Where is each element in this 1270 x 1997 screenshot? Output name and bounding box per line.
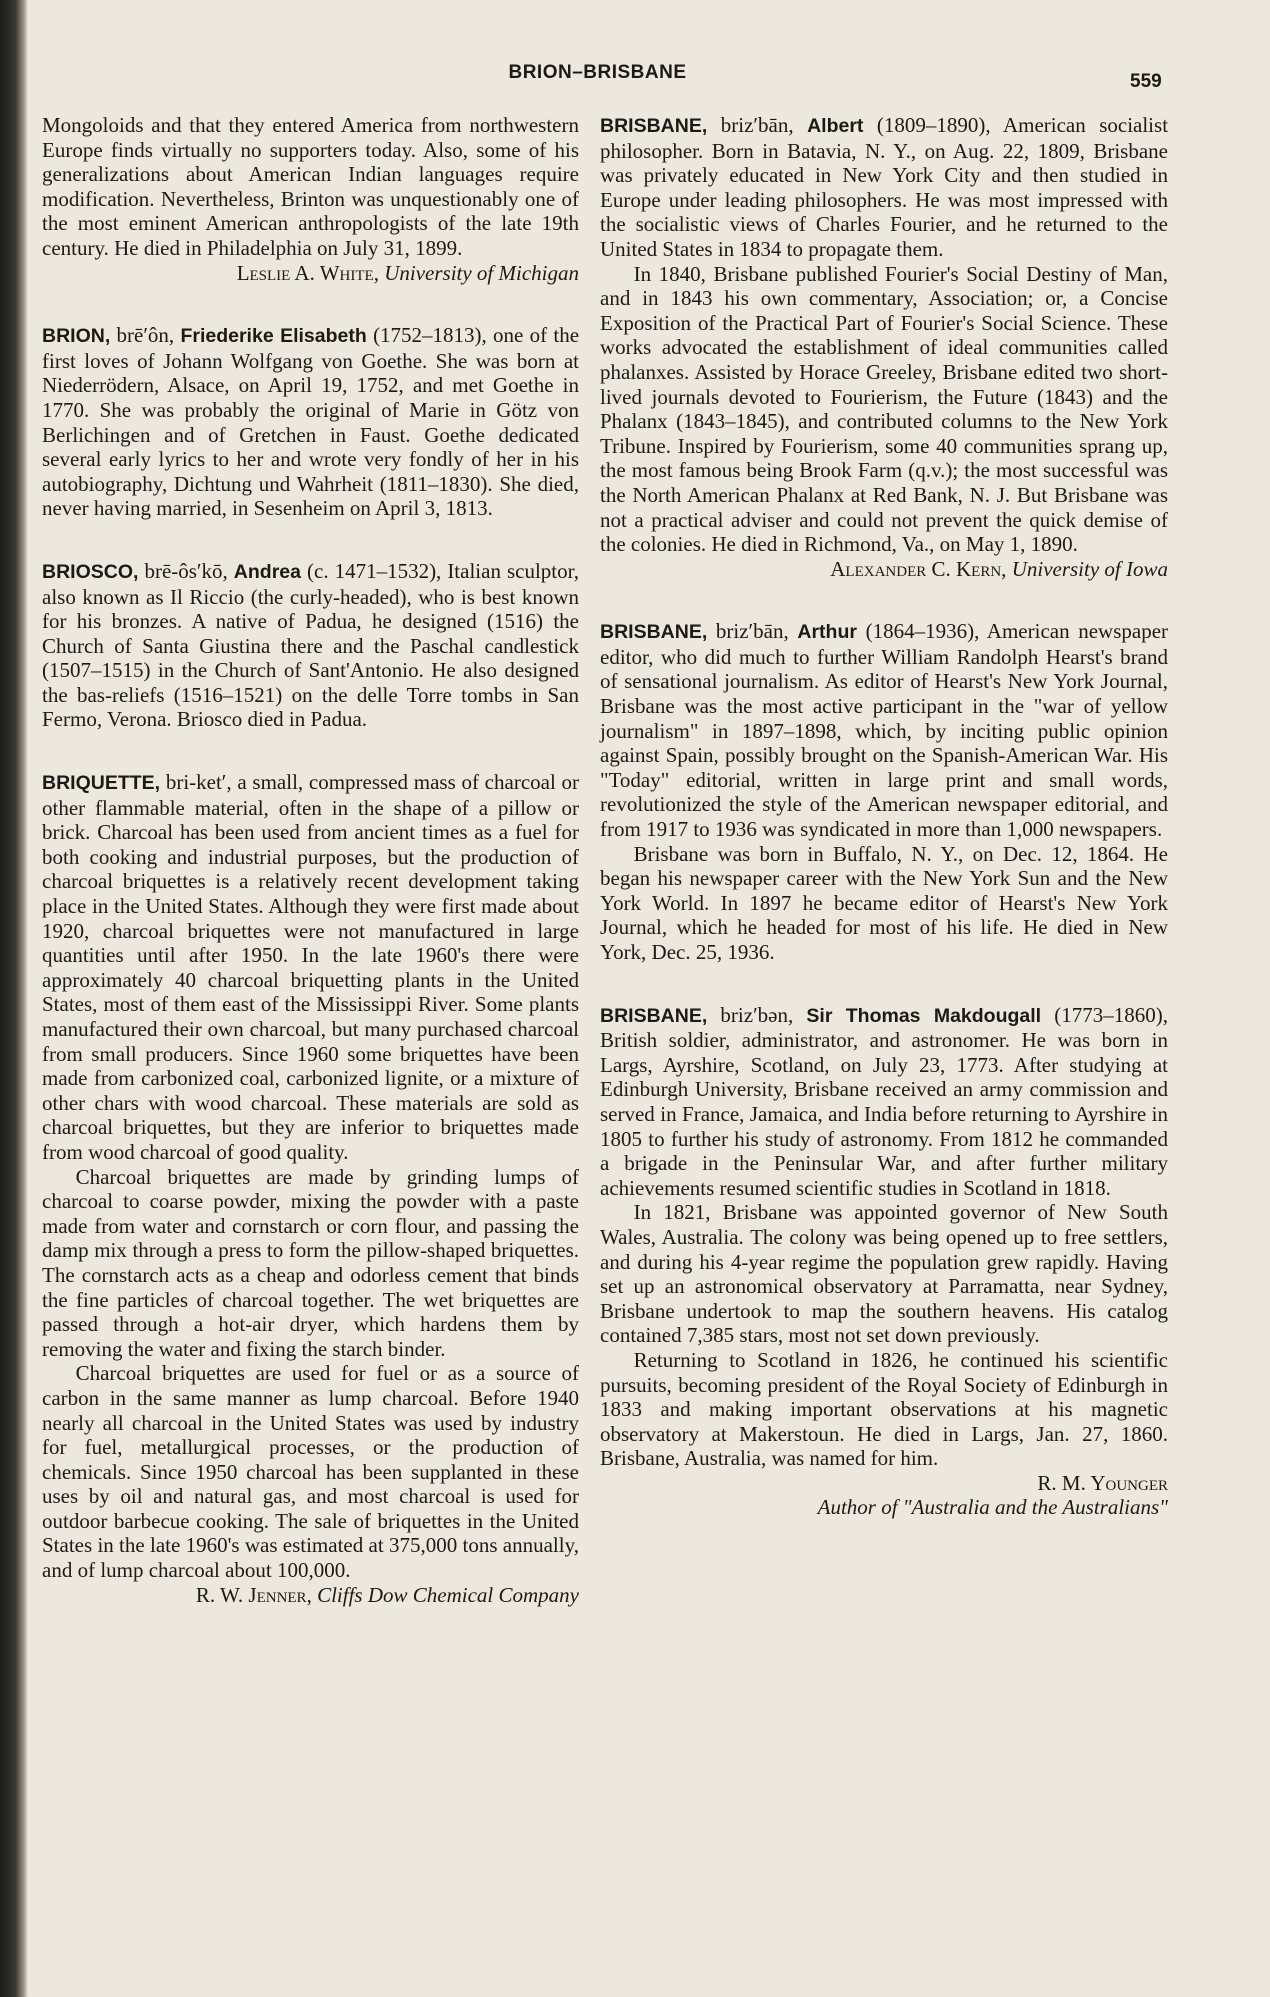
author-name: Leslie A. White,: [236, 260, 379, 285]
running-head: BRION–BRISBANE: [508, 62, 687, 83]
entry-text: (1752–1813), one of the first loves of Johann Wolfgang von Goethe. She was born at Niederrödern, Alsace, on April 19, 1752, and met Goethe in 1770. She was probably the original of Marie in Götz von Berlichingen and of Gretchen in Faust. Goethe dedicated several early lyrics to her and wrote very fondly of her in his autobiography, Dichtung und Wahrheit (1811–1830). She died, never having married, in Sesenheim on April 3, 1813.: [42, 323, 580, 521]
pronunciation: briz′bān,: [720, 113, 794, 137]
paragraph: Charcoal briquettes are used for fuel or as a source of carbon in the same manner as lump charcoal. Before 1940 nearly all charcoal in the United States was used by industry for fuel, metallurgical processes, or the production of chemicals. Since 1950 charcoal has been supplanted in these uses by oil and natural gas, and most charcoal is used for outdoor barbecue cooking. The sale of briquettes in the United States in the late 1960's was estimated at 375,000 tons annually, and of lump charcoal about 100,000.: [42, 1361, 579, 1583]
person-name: Arthur: [797, 621, 857, 644]
headword: BRIOSCO,: [42, 560, 139, 583]
paragraph: Mongoloids and that they entered America from northwestern Europe finds virtually no supporters today. Also, some of his generalizations about American Indian languages require modification. Nevertheless, Brinton was unquestionably one of the most eminent American anthropologists of the late 19th century. He died in Philadelphia on July 31, 1899.: [42, 113, 579, 260]
entry-brisbane-thomas: [600, 1003, 1168, 1520]
entry-briquette: [42, 770, 579, 1607]
headword: BRISBANE,: [600, 1004, 708, 1027]
entry-text: bri-ket′, a small, compressed mass of charcoal or other flammable material, often in the shape of a pillow or brick. Charcoal has been used from ancient times as a fuel for both cooking and industrial purposes, but the production of charcoal briquettes is a relatively recent development taking place in the United States. Although they were first made about 1920, charcoal briquettes were not manufactured in large quantities until after 1950. In the late 1960's there were approximately 40 charcoal briquetting plants in the United States, most of them east of the Mississippi River. Some plants manufactured their own charcoal, but many purchased charcoal from small producers. Since 1960 some briquettes have been made from carbonized coal, carbonized lignite, or a mixture of other chars with wood charcoal. These materials are sold as charcoal briquettes, but they are inferior to briquettes made from wood charcoal of good quality.: [42, 770, 580, 1164]
person-name: Albert: [807, 115, 864, 137]
author-affiliation: University of Iowa: [1011, 556, 1168, 581]
left-column: [42, 113, 579, 1645]
paragraph: [42, 323, 579, 521]
entry-text: (1809–1890), American socialist philosopher. Born in Batavia, N. Y., on Aug. 22, 1809, Brisbane was privately educated in New York City and then studied in Europe under leading philosophers. He was most impressed with the socialistic views of Charles Fourier, and he returned to the United States in 1834 to propagate them.: [600, 113, 1169, 261]
entry-text: (1773–1860), British soldier, administrator, and astronomer. He was born in Largs, Ayrshire, Scotland, on July 23, 1773. After studying at Edinburgh University, Brisbane received an army commission and served in France, Jamaica, and India before returning to Ayrshire in 1805 to further his study of astronomy. From 1812 he commanded a brigade in the Peninsular War, and after further military achievements resumed scientific studies in Scotland in 1818.: [600, 1002, 1168, 1200]
pronunciation: brē-ôs′kō,: [144, 558, 228, 583]
entry-brisbane-arthur: [600, 619, 1168, 964]
person-name: Sir Thomas Makdougall: [806, 1004, 1042, 1027]
author-affiliation: Cliffs Dow Chemical Company: [317, 1582, 579, 1607]
paragraph: Returning to Scotland in 1826, he continued his scientific pursuits, becoming president of the Royal Society of Edinburgh in 1833 and making important observations at his magnetic observatory at Makerstoun. He died in Largs, Jan. 27, 1860. Brisbane, Australia, was named for him.: [600, 1347, 1168, 1471]
person-name: Friederike Elisabeth: [180, 325, 367, 348]
right-column: [600, 113, 1168, 1558]
entry-brinton-continuation: [42, 113, 579, 285]
paragraph: Charcoal briquettes are made by grinding lumps of charcoal to coarse powder, mixing the powder with a paste made from water and cornstarch or corn flour, and passing the damp mix through a press to form the pillow-shaped briquettes. The cornstarch acts as a cheap and odorless cement that binds the fine particles of charcoal together. The wet briquettes are passed through a hot-air dryer, which hardens them by removing the water and fixing the starch binder.: [42, 1164, 579, 1361]
author-name: Alexander C. Kern,: [830, 556, 1007, 581]
author-name: R. M. Younger: [1037, 1470, 1168, 1495]
author-name: R. W. Jenner,: [195, 1582, 312, 1607]
entry-text: (1864–1936), American newspaper editor, who did much to further William Randolph Hearst's brand of sensational journalism. As editor of Hearst's New York Journal, Brisbane was the most active participant in the "war of yellow journalism" in 1897–1898, which, by inciting public opinion against Spain, possibly brought on the Spanish-American War. His "Today" editorial, written in large print and small words, revolutionized the style of the American newspaper editorial, and from 1917 to 1936 was syndicated in more than 1,000 newspapers.: [600, 619, 1169, 842]
pronunciation: brē′ôn,: [116, 323, 175, 348]
entry-brion: [42, 323, 579, 521]
paragraph: In 1821, Brisbane was appointed governor of New South Wales, Australia. The colony was being opened up to free settlers, and during his 4-year regime the population grew rapidly. Having set up an astronomical observatory at Parramatta, near Sydney, Brisbane undertook to map the southern heavens. His catalog contained 7,385 stars, most not set down previously.: [600, 1200, 1168, 1348]
entry-briosco: [42, 559, 579, 732]
paragraph: [600, 1003, 1168, 1201]
entry-brisbane-albert: [600, 113, 1168, 581]
paragraph: [600, 619, 1168, 841]
author-affiliation: Author of "Australia and the Australians": [817, 1495, 1168, 1520]
paragraph: [600, 113, 1168, 262]
pronunciation: briz′bən,: [720, 1002, 794, 1027]
headword: BRISBANE,: [600, 115, 708, 137]
paragraph: [42, 770, 579, 1165]
paragraph: [42, 559, 579, 732]
person-name: Andrea: [233, 560, 301, 583]
pronunciation: briz′bān,: [715, 619, 789, 644]
author-signature: [42, 1583, 579, 1608]
paragraph: In 1840, Brisbane published Fourier's Social Destiny of Man, and in 1843 his own commentary, Association; or, a Concise Exposition of the Practical Part of Fourier's Social Science. These works advocated the establishment of ideal communities called phalanxes. Assisted by Horace Greeley, Brisbane edited two short-lived journals devoted to Fourierism, the Future (1843) and the Phalanx (1843–1845), and contributed columns to the New York Tribune. Inspired by Fourierism, some 40 communities sprang up, the most famous being Brook Farm (q.v.); the most successful was the North American Phalanx at Red Bank, N. J. But Brisbane was not a practical adviser and could not prevent the quick demise of the colonies. He died in Richmond, Va., on May 1, 1890.: [600, 261, 1168, 557]
paragraph: Brisbane was born in Buffalo, N. Y., on Dec. 12, 1864. He began his newspaper career with the New York Sun and the New York World. In 1897 he became editor of Hearst's New York Journal, which he headed for most of his life. He died in New York, Dec. 25, 1936.: [600, 841, 1168, 964]
headword: BRIQUETTE,: [42, 772, 161, 795]
page-number: 559: [1130, 71, 1162, 92]
headword: BRISBANE,: [600, 621, 708, 644]
book-binding-shadow: [0, 0, 28, 1997]
author-signature: [600, 557, 1168, 582]
headword: BRION,: [42, 325, 111, 348]
author-signature: [42, 261, 579, 286]
entry-text: (c. 1471–1532), Italian sculptor, also known as Il Riccio (the curly-headed), who is best known for his bronzes. A native of Padua, he designed (1516) the Church of Santa Giustina there and the Paschal candlestick (1507–1515) in the Church of Sant'Antonio. He also designed the bas-reliefs (1516–1521) on the delle Torre tombs in San Fermo, Verona. Briosco died in Padua.: [42, 558, 580, 732]
author-affiliation: University of Michigan: [384, 260, 579, 285]
author-signature: [600, 1471, 1168, 1496]
